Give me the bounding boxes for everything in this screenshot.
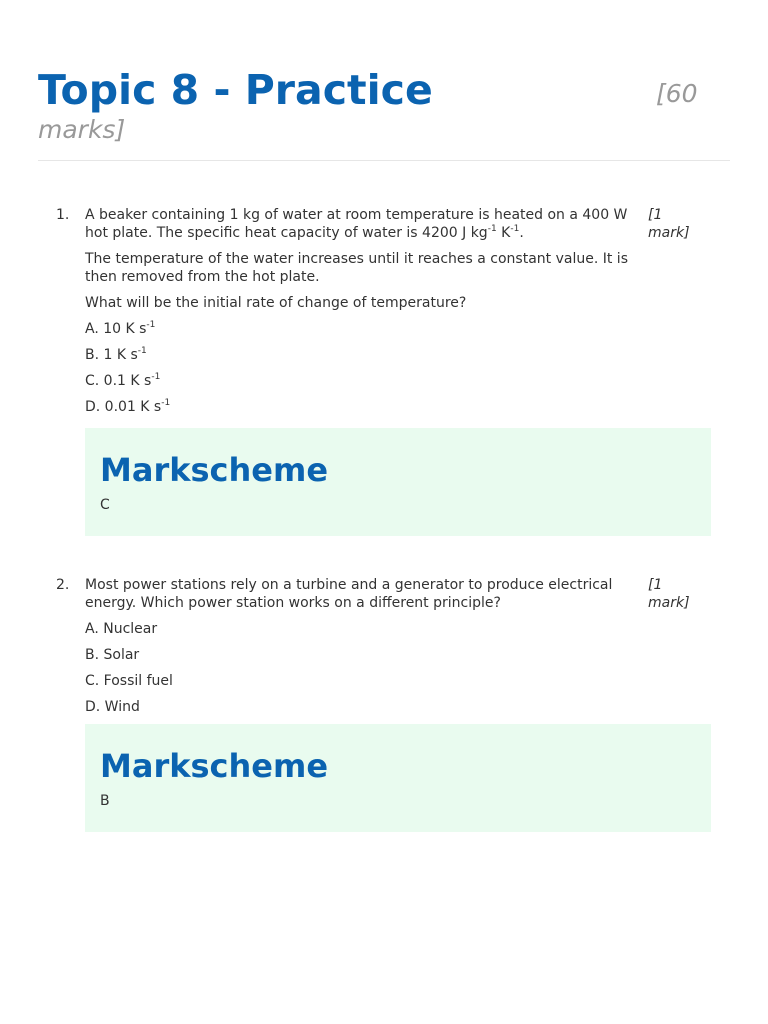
question-text bbox=[85, 206, 645, 242]
option-d bbox=[85, 398, 645, 416]
question-text: Most power stations rely on a turbine and a generator to produce electrical energy. Which power station works on a different principle? bbox=[85, 577, 613, 611]
question-text-part-b: K bbox=[496, 225, 511, 241]
question-marks-line1: [1 bbox=[648, 577, 663, 593]
markscheme-title: Markscheme bbox=[100, 747, 329, 785]
question-number: 2. bbox=[56, 577, 70, 593]
question-marks-line2: mark] bbox=[648, 595, 690, 611]
option-a bbox=[85, 320, 645, 338]
option-c bbox=[85, 372, 645, 390]
question-text-part-a: A beaker containing 1 kg of water at room temperature is heated on a 400 W hot plate. The specific heat capacity of water is 4200 J kg bbox=[85, 207, 628, 241]
page-title: Topic 8 - Practice bbox=[38, 66, 433, 114]
option-text: C. 0.1 K s bbox=[85, 373, 152, 389]
markscheme-box-1 bbox=[85, 428, 711, 536]
question-1 bbox=[56, 206, 712, 416]
question-marks bbox=[648, 206, 708, 242]
option-text: B. 1 K s bbox=[85, 347, 138, 363]
option-text: A. 10 K s bbox=[85, 321, 147, 337]
question-paragraph-2: The temperature of the water increases until it reaches a constant value. It is then removed from the hot plate. bbox=[85, 251, 628, 285]
option-b bbox=[85, 346, 645, 364]
superscript: -1 bbox=[510, 224, 520, 234]
question-prompt: What will be the initial rate of change of temperature? bbox=[85, 295, 467, 311]
question-2 bbox=[56, 576, 712, 716]
superscript: -1 bbox=[146, 320, 156, 330]
question-body bbox=[85, 206, 645, 416]
superscript: -1 bbox=[151, 372, 161, 382]
option-c: C. Fossil fuel bbox=[85, 673, 173, 689]
markscheme-box-2 bbox=[85, 724, 711, 832]
question-marks bbox=[648, 576, 708, 612]
total-marks: [60 bbox=[656, 79, 698, 108]
total-marks-continued: marks] bbox=[38, 115, 126, 144]
page-header bbox=[38, 60, 730, 161]
question-text-part-c: . bbox=[519, 225, 524, 241]
question-marks-line1: [1 bbox=[648, 207, 663, 223]
option-a: A. Nuclear bbox=[85, 621, 158, 637]
document-page bbox=[38, 60, 730, 832]
option-b: B. Solar bbox=[85, 647, 140, 663]
question-number: 1. bbox=[56, 207, 70, 223]
option-text: D. 0.01 K s bbox=[85, 399, 162, 415]
markscheme-title: Markscheme bbox=[100, 451, 329, 489]
option-d: D. Wind bbox=[85, 699, 140, 715]
question-marks-line2: mark] bbox=[648, 225, 690, 241]
superscript: -1 bbox=[161, 398, 171, 408]
question-body bbox=[85, 576, 645, 716]
markscheme-answer: C bbox=[100, 497, 110, 513]
markscheme-answer: B bbox=[100, 793, 110, 809]
superscript: -1 bbox=[137, 346, 147, 356]
superscript: -1 bbox=[487, 224, 497, 234]
